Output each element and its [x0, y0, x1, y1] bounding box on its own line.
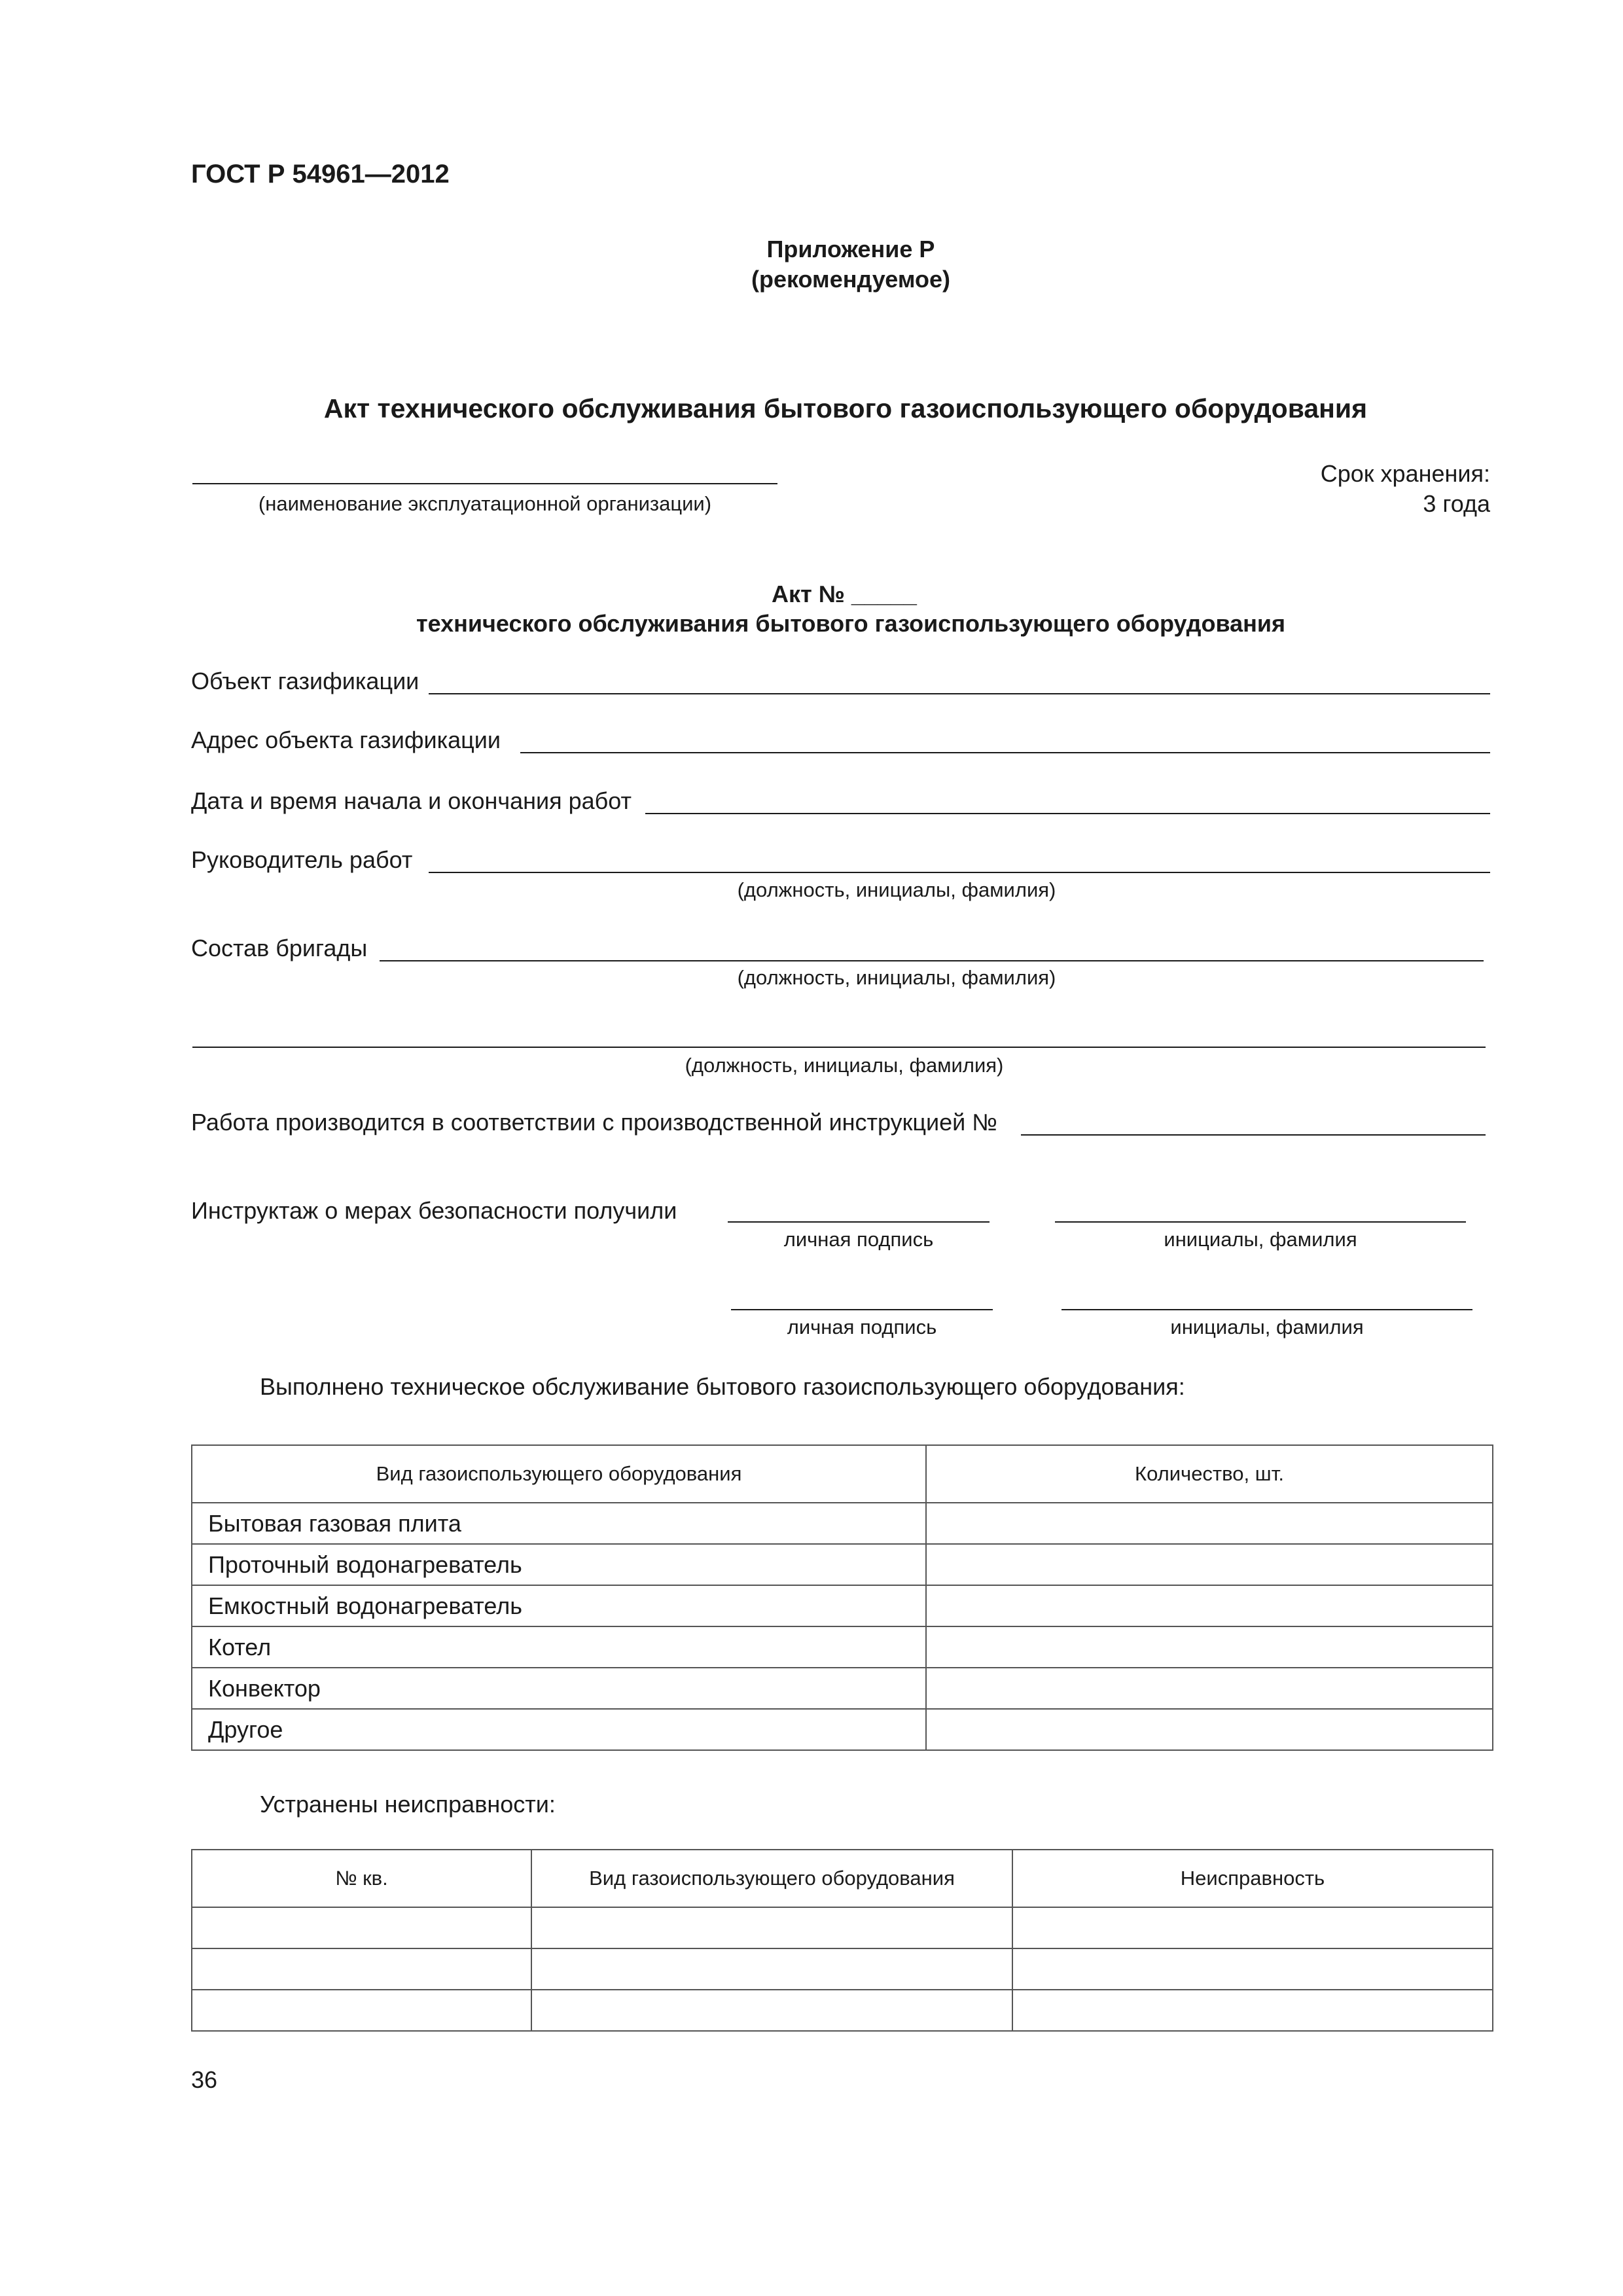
initials-field-2[interactable] — [1061, 1309, 1472, 1310]
equipment-type-header: Вид газоиспользующего оборудования — [192, 1445, 926, 1503]
fault-equipment-type-cell[interactable] — [531, 1907, 1012, 1948]
fault-cell[interactable] — [1012, 1948, 1493, 1990]
table-row — [192, 1626, 1493, 1668]
signature-field-1[interactable] — [728, 1221, 990, 1223]
apartment-number-cell[interactable] — [192, 1907, 531, 1948]
address-field[interactable] — [520, 752, 1490, 753]
table-row — [192, 1503, 1493, 1544]
equipment-table — [191, 1444, 1493, 1751]
team-caption-2: (должность, инициалы, фамилия) — [685, 1054, 1004, 1077]
equipment-header-row — [192, 1445, 1493, 1503]
apartment-number-cell[interactable] — [192, 1990, 531, 2031]
org-name-caption: (наименование эксплуатационной организации) — [258, 492, 712, 515]
object-label: Объект газификации — [191, 668, 419, 694]
equipment-type-cell: Другое — [192, 1709, 926, 1750]
supervisor-field[interactable] — [429, 872, 1490, 873]
quantity-cell[interactable] — [926, 1544, 1493, 1585]
quantity-cell[interactable] — [926, 1626, 1493, 1668]
equipment-type-cell: Проточный водонагреватель — [192, 1544, 926, 1585]
initials-caption-1: инициалы, фамилия — [1164, 1228, 1357, 1251]
object-field[interactable] — [429, 693, 1490, 694]
retention-label: Срок хранения: — [1320, 460, 1490, 487]
datetime-field[interactable] — [645, 813, 1490, 814]
table-row — [192, 1990, 1493, 2031]
signature-caption-2: личная подпись — [787, 1316, 937, 1338]
equipment-type-cell: Конвектор — [192, 1668, 926, 1709]
fault-cell[interactable] — [1012, 1907, 1493, 1948]
address-label: Адрес объекта газификации — [191, 726, 501, 753]
instruction-number-field[interactable] — [1021, 1134, 1486, 1136]
faults-table — [191, 1849, 1493, 2032]
fault-equipment-type-cell[interactable] — [531, 1990, 1012, 2031]
apartment-number-header: № кв. — [192, 1850, 531, 1907]
team-caption-1: (должность, инициалы, фамилия) — [737, 966, 1056, 989]
safety-label: Инструктаж о мерах безопасности получили — [191, 1197, 677, 1224]
initials-field-1[interactable] — [1055, 1221, 1466, 1223]
equipment-type-cell: Бытовая газовая плита — [192, 1503, 926, 1544]
team-label: Состав бригады — [191, 935, 368, 961]
signature-caption-1: личная подпись — [783, 1228, 934, 1251]
quantity-header: Количество, шт. — [926, 1445, 1493, 1503]
equipment-type-cell: Емкостный водонагреватель — [192, 1585, 926, 1626]
table-row — [192, 1709, 1493, 1750]
appendix-type: (рекомендуемое) — [751, 266, 950, 293]
quantity-cell[interactable] — [926, 1503, 1493, 1544]
appendix-title: Приложение Р — [766, 236, 935, 262]
fault-equipment-type-cell[interactable] — [531, 1948, 1012, 1990]
team-field-2[interactable] — [192, 1047, 1486, 1048]
table-row — [192, 1544, 1493, 1585]
act-number: Акт № _____ — [772, 581, 917, 607]
initials-caption-2: инициалы, фамилия — [1170, 1316, 1364, 1338]
retention-value: 3 года — [1423, 490, 1490, 517]
datetime-label: Дата и время начала и окончания работ — [191, 787, 632, 814]
fault-equipment-type-header: Вид газоиспользующего оборудования — [531, 1850, 1012, 1907]
apartment-number-cell[interactable] — [192, 1948, 531, 1990]
supervisor-caption: (должность, инициалы, фамилия) — [737, 878, 1056, 901]
table-row — [192, 1668, 1493, 1709]
fault-cell[interactable] — [1012, 1990, 1493, 2031]
table-row — [192, 1948, 1493, 1990]
instruction-label: Работа производится в соответствии с производственной инструкцией № — [191, 1109, 997, 1136]
table-row — [192, 1907, 1493, 1948]
signature-field-2[interactable] — [731, 1309, 993, 1310]
section-faults-heading: Устранены неисправности: — [260, 1791, 556, 1818]
standard-number: ГОСТ Р 54961—2012 — [191, 160, 450, 188]
section-done-heading: Выполнено техническое обслуживание бытового газоиспользующего оборудования: — [260, 1373, 1185, 1400]
act-subtitle: технического обслуживания бытового газоиспользующего оборудования — [416, 610, 1286, 637]
equipment-type-cell: Котел — [192, 1626, 926, 1668]
page-number: 36 — [191, 2066, 218, 2093]
quantity-cell[interactable] — [926, 1585, 1493, 1626]
quantity-cell[interactable] — [926, 1668, 1493, 1709]
team-field-1[interactable] — [380, 960, 1484, 961]
supervisor-label: Руководитель работ — [191, 846, 413, 873]
document-title: Акт технического обслуживания бытового газоиспользующего оборудования — [323, 393, 1368, 423]
quantity-cell[interactable] — [926, 1709, 1493, 1750]
org-name-line[interactable] — [192, 483, 777, 484]
table-row — [192, 1585, 1493, 1626]
faults-header-row — [192, 1850, 1493, 1907]
fault-header: Неисправность — [1012, 1850, 1493, 1907]
